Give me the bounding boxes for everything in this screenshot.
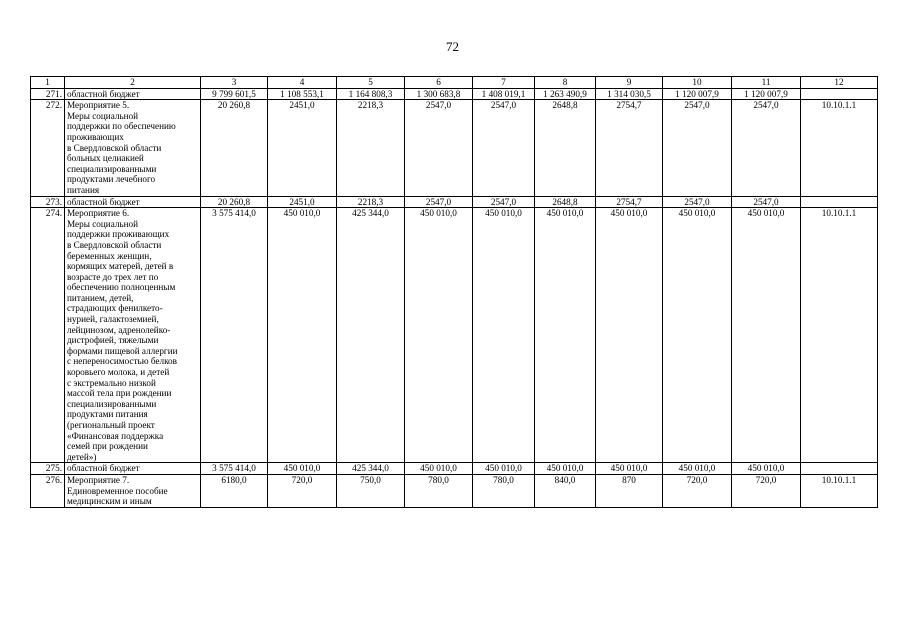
value-cell: 2648,8 bbox=[535, 196, 596, 208]
value-cell: 720,0 bbox=[732, 474, 801, 507]
value-cell: 2547,0 bbox=[473, 100, 535, 196]
row-number: 276. bbox=[31, 474, 65, 507]
row-name-cell bbox=[65, 474, 201, 507]
value-cell: 2547,0 bbox=[405, 100, 473, 196]
column-header: 4 bbox=[268, 77, 337, 89]
value-cell: 1 120 007,9 bbox=[732, 88, 801, 100]
value-cell: 2218,3 bbox=[337, 196, 405, 208]
column-header: 9 bbox=[596, 77, 663, 89]
value-cell: 870 bbox=[596, 474, 663, 507]
value-cell: 1 164 808,3 bbox=[337, 88, 405, 100]
table-header-row bbox=[31, 77, 878, 89]
value-cell: 450 010,0 bbox=[732, 208, 801, 463]
column-header: 10 bbox=[663, 77, 732, 89]
value-cell: 20 260,8 bbox=[201, 196, 268, 208]
value-cell: 2451,0 bbox=[268, 100, 337, 196]
code-cell: 10.10.1.1 bbox=[801, 474, 878, 507]
value-cell: 425 344,0 bbox=[337, 463, 405, 475]
value-cell: 450 010,0 bbox=[473, 463, 535, 475]
value-cell: 1 108 553,1 bbox=[268, 88, 337, 100]
value-cell: 1 300 683,8 bbox=[405, 88, 473, 100]
value-cell: 450 010,0 bbox=[405, 208, 473, 463]
value-cell: 450 010,0 bbox=[535, 463, 596, 475]
table-row bbox=[31, 463, 878, 475]
value-cell: 450 010,0 bbox=[268, 208, 337, 463]
value-cell: 720,0 bbox=[268, 474, 337, 507]
value-cell: 2754,7 bbox=[596, 196, 663, 208]
table-row bbox=[31, 208, 878, 463]
value-cell: 3 575 414,0 bbox=[201, 208, 268, 463]
value-cell: 450 010,0 bbox=[732, 463, 801, 475]
value-cell: 2547,0 bbox=[663, 100, 732, 196]
row-name-cell bbox=[65, 463, 201, 475]
value-cell: 450 010,0 bbox=[405, 463, 473, 475]
value-cell: 6180,0 bbox=[201, 474, 268, 507]
row-number: 272. bbox=[31, 100, 65, 196]
value-cell: 2547,0 bbox=[732, 100, 801, 196]
value-cell: 1 314 030,5 bbox=[596, 88, 663, 100]
value-cell: 425 344,0 bbox=[337, 208, 405, 463]
value-cell: 450 010,0 bbox=[473, 208, 535, 463]
row-name-cell bbox=[65, 88, 201, 100]
value-cell: 2218,3 bbox=[337, 100, 405, 196]
value-cell: 780,0 bbox=[473, 474, 535, 507]
value-cell: 2547,0 bbox=[473, 196, 535, 208]
column-header: 3 bbox=[201, 77, 268, 89]
row-name: Мероприятие 5. Меры социальной поддержки по обеспечению проживающих в Свердловской области больных целиакией специализированными продуктами лечебного питания bbox=[67, 100, 176, 195]
row-number: 271. bbox=[31, 88, 65, 100]
value-cell: 3 575 414,0 bbox=[201, 463, 268, 475]
value-cell: 780,0 bbox=[405, 474, 473, 507]
table-row bbox=[31, 196, 878, 208]
value-cell: 450 010,0 bbox=[663, 208, 732, 463]
value-cell: 1 263 490,9 bbox=[535, 88, 596, 100]
row-number: 275. bbox=[31, 463, 65, 475]
row-name: Мероприятие 7. Единовременное пособие медицинским и иным bbox=[67, 474, 168, 507]
column-header: 11 bbox=[732, 77, 801, 89]
value-cell: 1 120 007,9 bbox=[663, 88, 732, 100]
value-cell: 2451,0 bbox=[268, 196, 337, 208]
row-name-cell bbox=[65, 196, 201, 208]
column-header: 5 bbox=[337, 77, 405, 89]
row-number: 273. bbox=[31, 196, 65, 208]
value-cell: 2547,0 bbox=[405, 196, 473, 208]
table-row bbox=[31, 474, 878, 507]
value-cell: 450 010,0 bbox=[535, 208, 596, 463]
table-row bbox=[31, 88, 878, 100]
code-cell bbox=[801, 196, 878, 208]
row-number: 274. bbox=[31, 208, 65, 463]
code-cell: 10.10.1.1 bbox=[801, 100, 878, 196]
column-header: 6 bbox=[405, 77, 473, 89]
value-cell: 720,0 bbox=[663, 474, 732, 507]
value-cell: 20 260,8 bbox=[201, 100, 268, 196]
value-cell: 1 408 019,1 bbox=[473, 88, 535, 100]
row-name: Мероприятие 6. Меры социальной поддержки проживающих в Свердловской области беременных женщин, кормящих матерей, детей в возрасте до трех лет по обеспечению полноценным питанием, детей, страдающих фенилкето- нурией, галактоземией, лейцинозом, адренолейко- дистрофией, тяжелыми формами пищевой аллергии с непереносимостью белков коровьего молока, и детей с экстремально низкой массой тела при рождении специализированными продуктами питания (региональный проект «Финансовая поддержка семей при рождении детей») bbox=[67, 208, 178, 462]
row-name-cell bbox=[65, 208, 201, 463]
row-name-cell bbox=[65, 100, 201, 196]
column-header: 7 bbox=[473, 77, 535, 89]
table-row bbox=[31, 100, 878, 196]
value-cell: 450 010,0 bbox=[663, 463, 732, 475]
value-cell: 2547,0 bbox=[732, 196, 801, 208]
value-cell: 450 010,0 bbox=[596, 208, 663, 463]
code-cell bbox=[801, 463, 878, 475]
value-cell: 750,0 bbox=[337, 474, 405, 507]
row-name: областной бюджет bbox=[67, 88, 140, 99]
value-cell: 2754,7 bbox=[596, 100, 663, 196]
page-number: 72 bbox=[446, 39, 459, 54]
row-name: областной бюджет bbox=[67, 196, 140, 207]
value-cell: 2648,8 bbox=[535, 100, 596, 196]
column-header: 8 bbox=[535, 77, 596, 89]
code-cell bbox=[801, 88, 878, 100]
column-header: 1 bbox=[31, 77, 65, 89]
column-header: 2 bbox=[65, 77, 201, 89]
value-cell: 840,0 bbox=[535, 474, 596, 507]
value-cell: 2547,0 bbox=[663, 196, 732, 208]
value-cell: 450 010,0 bbox=[596, 463, 663, 475]
value-cell: 9 799 601,5 bbox=[201, 88, 268, 100]
column-header: 12 bbox=[801, 77, 878, 89]
value-cell: 450 010,0 bbox=[268, 463, 337, 475]
row-name: областной бюджет bbox=[67, 463, 140, 474]
budget-table bbox=[30, 76, 878, 508]
code-cell: 10.10.1.1 bbox=[801, 208, 878, 463]
